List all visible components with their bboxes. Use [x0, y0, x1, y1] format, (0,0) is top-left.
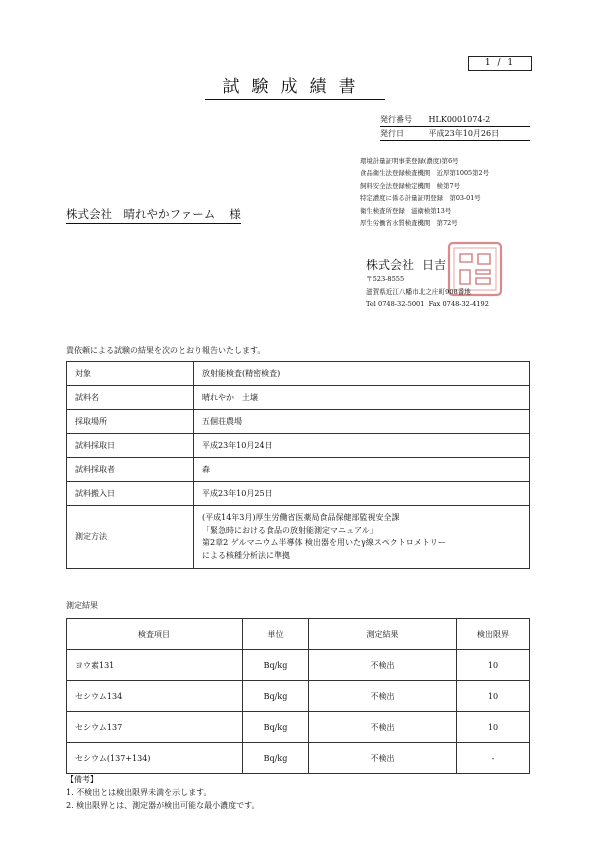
result-limit: - — [457, 743, 530, 774]
table-row — [67, 434, 530, 458]
column-header: 検出限界 — [457, 619, 530, 650]
page-number: 1 / 1 — [468, 56, 532, 71]
result-value: 不検出 — [309, 650, 457, 681]
column-header: 単位 — [243, 619, 309, 650]
sample-info-table — [66, 361, 530, 569]
issue-number — [380, 114, 530, 127]
table-row — [67, 506, 530, 569]
result-item: セシウム137 — [67, 712, 243, 743]
method-key: 測定方法 — [67, 506, 194, 569]
info-key: 採取場所 — [67, 410, 194, 434]
client-honorific: 様 — [229, 207, 241, 221]
client-company: 株式会社 晴れやかファーム — [66, 207, 216, 221]
note-item: 1. 不検出とは検出限界未満を示します。 — [66, 788, 212, 797]
issue-date-label: 発行日 — [380, 129, 404, 138]
table-row — [67, 681, 530, 712]
result-item: セシウム134 — [67, 681, 243, 712]
registration-list — [360, 155, 489, 229]
info-value: 平成23年10月24日 — [194, 434, 530, 458]
info-key: 試料採取者 — [67, 458, 194, 482]
info-value: 平成23年10月25日 — [194, 482, 530, 506]
result-value: 不検出 — [309, 712, 457, 743]
results-heading: 測定結果 — [66, 601, 98, 610]
method-line: 第2章2 ゲルマニウム半導体 検出器を用いたγ線スペクトロメトリー — [202, 538, 446, 547]
result-item: セシウム(137+134) — [67, 743, 243, 774]
table-row — [67, 386, 530, 410]
table-row — [67, 743, 530, 774]
column-header: 検査項目 — [67, 619, 243, 650]
registration-item: 特定濃度に係る計量証明登録 第03-01号 — [360, 194, 481, 203]
result-unit: Bq/kg — [243, 743, 309, 774]
registration-item: 食品衛生法登録検査機関 近厚第1005第2号 — [360, 169, 489, 178]
result-value: 不検出 — [309, 743, 457, 774]
results-table — [66, 618, 530, 774]
result-limit: 10 — [457, 650, 530, 681]
issue-date-value: 平成23年10月26日 — [428, 129, 500, 138]
method-value — [194, 506, 530, 569]
column-header: 測定結果 — [309, 619, 457, 650]
issuer-fax: Fax 0748-32-4192 — [428, 300, 489, 308]
method-line: (平成14年3月)厚生労働省医薬局食品保健部監視安全課 — [202, 513, 400, 522]
result-value: 不検出 — [309, 681, 457, 712]
method-line: 「緊急時における食品の放射能測定マニュアル」 — [202, 525, 378, 535]
issuer-address-block — [366, 273, 489, 311]
registration-item: 衛生検査所登録 滋衛検第13号 — [360, 206, 452, 215]
issuer-postal: 〒523-8555 — [366, 275, 405, 283]
table-header-row — [67, 619, 530, 650]
info-value: 晴れやか 土壌 — [194, 386, 530, 410]
result-limit: 10 — [457, 681, 530, 712]
table-row — [67, 650, 530, 681]
info-value: 五個荘農場 — [194, 410, 530, 434]
issuer-company — [366, 256, 446, 273]
result-item: ヨウ素131 — [67, 650, 243, 681]
notes-block — [66, 773, 260, 812]
intro-text: 貴依頼による試験の結果を次のとおり報告いたします。 — [66, 346, 266, 355]
table-row — [67, 712, 530, 743]
result-unit: Bq/kg — [243, 712, 309, 743]
client-name — [66, 206, 241, 224]
result-limit: 10 — [457, 712, 530, 743]
issuer-phone — [366, 298, 489, 311]
issue-number-value: HLK0001074-2 — [428, 115, 491, 124]
registration-item: 厚生労働省水質検査機関 第72号 — [360, 219, 458, 228]
info-value: 森 — [194, 458, 530, 482]
info-key: 試料搬入日 — [67, 482, 194, 506]
issuer-address: 滋賀県近江八幡市北之庄町908番地 — [366, 287, 471, 296]
issuer-company-name: 日吉 — [422, 258, 447, 272]
issuer-tel: Tel 0748-32-5001 — [366, 300, 425, 308]
issue-number-label: 発行番号 — [380, 115, 412, 124]
table-row — [67, 458, 530, 482]
note-item: 2. 検出限界とは、測定器が検出可能な最小濃度です。 — [66, 801, 260, 810]
result-unit: Bq/kg — [243, 681, 309, 712]
issue-date — [380, 128, 530, 141]
issuer-company-prefix: 株式会社 — [366, 258, 415, 272]
info-value: 放射能検査(精密検査) — [194, 362, 530, 386]
document-title: 試験成績書 — [205, 72, 385, 100]
info-key: 試料名 — [67, 386, 194, 410]
result-unit: Bq/kg — [243, 650, 309, 681]
table-row — [67, 482, 530, 506]
table-row — [67, 362, 530, 386]
method-line: による核種分析法に準拠 — [202, 550, 290, 560]
table-row — [67, 410, 530, 434]
notes-heading: 【備考】 — [66, 775, 98, 784]
info-key: 試料採取日 — [67, 434, 194, 458]
registration-item: 飼料安全法登録検定機関 検第7号 — [360, 181, 460, 190]
info-key: 対象 — [67, 362, 194, 386]
registration-item: 環境計量証明事業登録(濃度)第6号 — [360, 157, 459, 165]
